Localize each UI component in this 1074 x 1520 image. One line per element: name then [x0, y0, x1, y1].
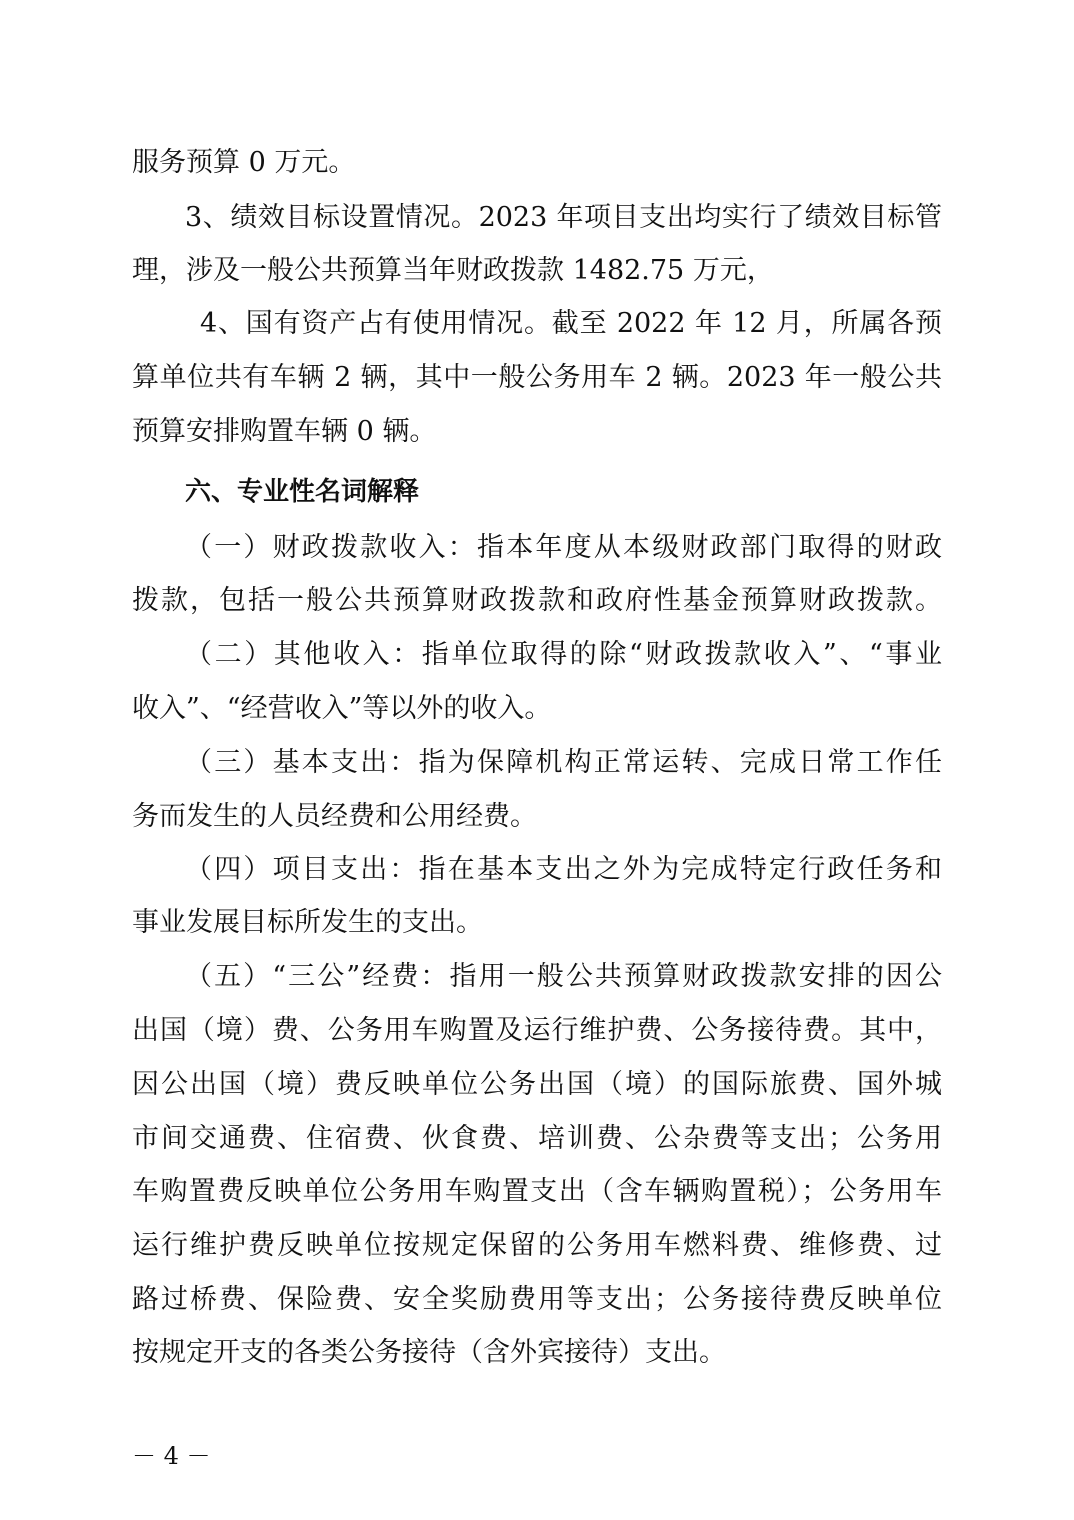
text-line: 按规定开支的各类公务接待（含外宾接待）支出。: [132, 1337, 726, 1368]
text-line: 4、国有资产占有使用情况。截至 2022 年 12 月，所属各预: [200, 308, 942, 339]
text-line: 市间交通费、住宿费、伙食费、培训费、公杂费等支出；公务用: [132, 1123, 942, 1154]
text-line: 车购置费反映单位公务用车购置支出（含车辆购置税）；公务用车: [132, 1176, 942, 1207]
section-heading: 六、专业性名词解释: [185, 477, 420, 507]
text-line: 3、绩效目标设置情况。2023 年项目支出均实行了绩效目标管: [185, 202, 942, 233]
text-line: 因公出国（境）费反映单位公务出国（境）的国际旅费、国外城: [132, 1069, 942, 1100]
text-line: 路过桥费、保险费、安全奖励费用等支出；公务接待费反映单位: [132, 1284, 942, 1315]
text-line: 理，涉及一般公共预算当年财政拨款 1482.75 万元，: [132, 255, 774, 286]
text-line: 算单位共有车辆 2 辆，其中一般公务用车 2 辆。2023 年一般公共: [132, 362, 942, 393]
text-line: （五）“三公”经费：指用一般公共预算财政拨款安排的因公: [185, 961, 942, 992]
text-line: 收入”、“经营收入”等以外的收入。: [132, 693, 552, 724]
text-line: （四）项目支出：指在基本支出之外为完成特定行政任务和: [185, 854, 942, 885]
text-line: 服务预算 0 万元。: [132, 147, 356, 178]
text-line: （二）其他收入：指单位取得的除“财政拨款收入”、“事业: [185, 639, 942, 670]
text-line: （三）基本支出：指为保障机构正常运转、完成日常工作任: [185, 747, 942, 778]
text-line: 务而发生的人员经费和公用经费。: [132, 801, 537, 832]
text-line: 预算安排购置车辆 0 辆。: [132, 416, 437, 447]
text-line: （一）财政拨款收入：指本年度从本级财政部门取得的财政: [185, 532, 942, 563]
text-line: 出国（境）费、公务用车购置及运行维护费、公务接待费。其中，: [132, 1015, 942, 1046]
text-line: 运行维护费反映单位按规定保留的公务用车燃料费、维修费、过: [132, 1230, 942, 1261]
page-number: － 4 －: [132, 1442, 211, 1470]
text-line: 拨款，包括一般公共预算财政拨款和政府性基金预算财政拨款。: [132, 585, 942, 616]
text-line: 事业发展目标所发生的支出。: [132, 907, 483, 938]
